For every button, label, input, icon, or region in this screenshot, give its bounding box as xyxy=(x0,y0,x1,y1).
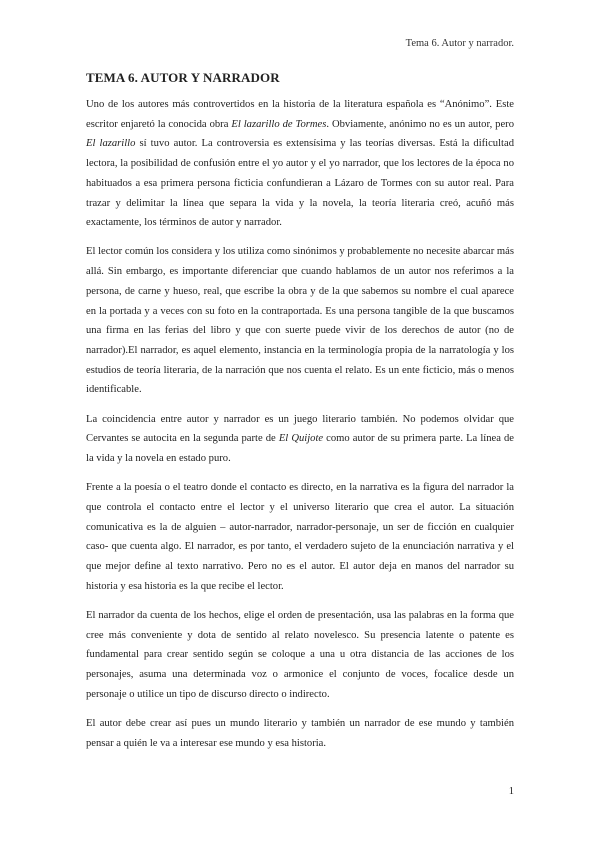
paragraph-text: como autor de su primera parte. La línea de la vida y la novela en estado puro. xyxy=(86,433,514,464)
document-body xyxy=(86,70,514,763)
paragraph-5: El narrador da cuenta de los hechos, elige el orden de presentación, usa las palabras en la forma que cree más conveniente y dota de sentido al relato novelesco. Su presencia latente o patente es fundamental para crear sentido según se coloque a una u otra distancia de las acciones de los personajes, asuma una determinada voz o armonice el conjunto de voces, focalice desde un personaje o utilice un tipo de discurso directo o indirecto. xyxy=(86,609,514,700)
document-title: TEMA 6. AUTOR Y NARRADOR xyxy=(86,70,280,85)
paragraph-text: La coincidencia entre autor y narrador es un juego literario también. No podemos olvidar que Cervantes se autocita en la segunda parte de xyxy=(86,413,514,445)
paragraph-3 xyxy=(86,410,514,469)
paragraph-6: El autor debe crear así pues un mundo literario y también un narrador de ese mundo y también pensar a quién le va a interesar ese mundo y esa historia. xyxy=(86,717,514,749)
running-header: Tema 6. Autor y narrador. xyxy=(405,38,514,49)
paragraph-text: sí tuvo autor. La controversia es extensísima y las teorías diversas. Está la dificultad lectora, la posibilidad de confusión entre el yo autor y el yo narrador, que los lectores de la época no habituados a esa primera persona ficticia confundieran a Lázaro de Tormes con su autor real. Para trazar y delimitar la línea que separa la vida y la novela, la teoría literaria creó, acuñó más exactamente, los términos de autor y narrador. xyxy=(86,138,514,229)
paragraph-1 xyxy=(86,95,514,233)
paragraph-4: Frente a la poesía o el teatro donde el contacto es directo, en la narrativa es la figura del narrador la que controla el contacto entre el lector y el universo literario que crea el autor. La situación comunicativa es la de alguien – autor-narrador, narrador-personaje, un ser de ficción en cualquier caso- que cuenta algo. El narrador, es por tanto, el verdadero sujeto de la enunciación narrativa y el que mejor define al texto narrativo. Pero no es el autor. El autor deja en manos del narrador su historia y esa historia es la que recibe el lector. xyxy=(86,482,514,592)
book-title-lazarillo-de-tormes: El lazarillo de Tormes xyxy=(231,118,327,130)
page-number: 1 xyxy=(508,786,514,797)
book-title-quijote: El Quijote xyxy=(278,433,324,445)
paragraph-text: . Obviamente, anónimo no es un autor, pero xyxy=(326,118,514,130)
book-title-lazarillo: El lazarillo xyxy=(86,138,136,150)
paragraph-text: Uno de los autores más controvertidos en la historia de la literatura española es “Anónimo”. Este escritor enjaretó la conocida obra xyxy=(86,99,514,130)
paragraph-2: El lector común los considera y los utiliza como sinónimos y probablemente no necesite abarcar más allá. Sin embargo, es importante diferenciar que cuando hablamos de un autor nos referimos a la persona, de carne y hueso, real, que escribe la obra y de la que sabemos su nombre el cual aparece en la portada y a veces con su foto en la contraportada. Es una persona tangible de la que buscamos una firma en las ferias del libro y que con suerte puede vivir de los derechos de autor (no de narrador).El narrador, es aquel elemento, instancia en la terminología propia de la narratología y los estudios de teoría literaria, de la narración que nos cuenta el relato. Es un ente ficticio, más o menos identificable. xyxy=(86,246,514,396)
